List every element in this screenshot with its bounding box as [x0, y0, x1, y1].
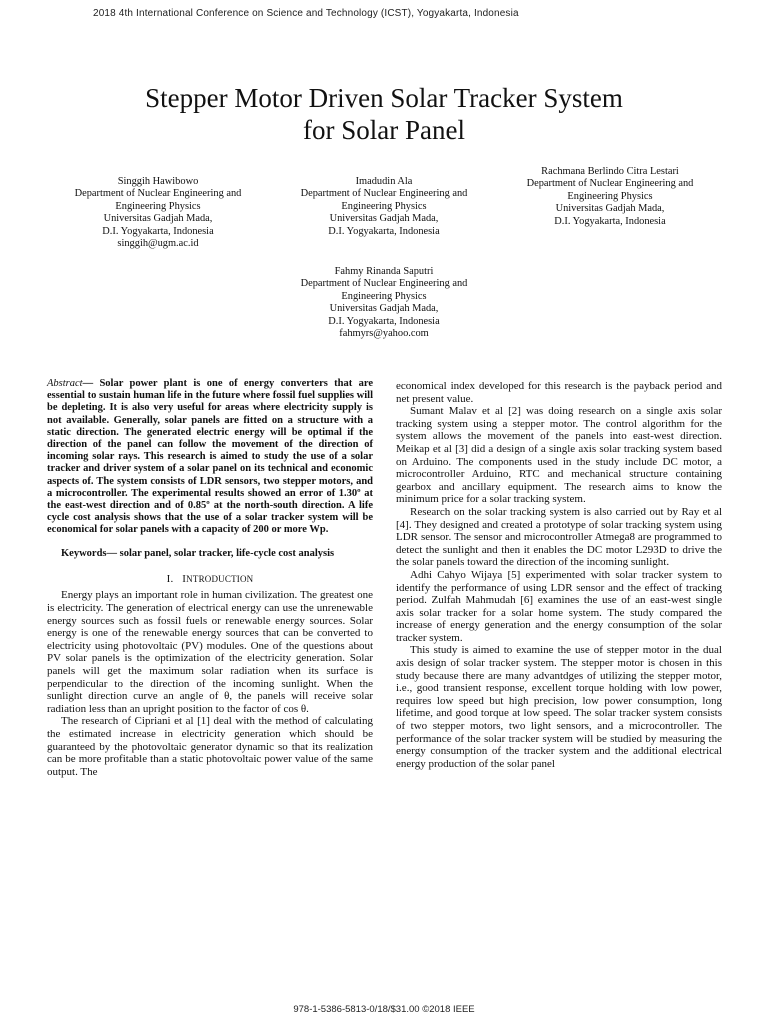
section-heading-introduction: [47, 573, 373, 586]
author-block-2: [284, 176, 484, 238]
body-paragraph: This study is aimed to examine the use of stepper motor in the dual axis design of solar tracker system. The stepper motor is chosen in this study because there are many advantdges of utilizing the stepper motor, i.e., good transient response, excellent torque holding with low power, requires low speed but high precision, low power consumption, long lifetime, and good torque at low speed. The solar tracker system consists of two stepper motors, two light sensors, and a microcontroller. The performance of the solar tracker system will be studied by measuring the energy consumption of the tracker system and the additional electrical energy production of the solar panel: [396, 644, 722, 770]
author-name: Fahmy Rinanda Saputri: [334, 266, 434, 277]
author-university: Universitas Gadjah Mada,: [103, 213, 213, 225]
author-block-3: [510, 166, 710, 228]
conference-header: 2018 4th International Conference on Science and Technology (ICST), Yogyakarta, Indonesia: [93, 8, 519, 19]
section-number: I.: [166, 572, 174, 585]
author-department-cont: Engineering Physics: [341, 200, 427, 212]
title-line-2: for Solar Panel: [303, 115, 465, 145]
author-department-cont: Engineering Physics: [341, 290, 427, 302]
keywords: [47, 548, 373, 560]
author-email[interactable]: fahmyrs@yahoo.com: [339, 328, 429, 340]
right-column: [396, 380, 722, 770]
keywords-dash: —: [106, 547, 117, 559]
author-department: Department of Nuclear Engineering and: [300, 278, 468, 290]
author-location: D.I. Yogyakarta, Indonesia: [328, 225, 440, 237]
section-title-initial: I: [182, 572, 187, 585]
author-department-cont: Engineering Physics: [567, 190, 653, 202]
body-paragraph: Research on the solar tracking system is also carried out by Ray et al [4]. They designed and created a prototype of solar tracking system using LDR sensor. The sensor and microcontroller Atmega8 are programmed to detect the sunlight and then it enables the DC motor L293D to drive the the solar panels toward the direction of the incoming sunlight.: [396, 505, 722, 569]
section-title-rest: NTRODUCTION: [186, 573, 254, 584]
author-name: Singgih Hawibowo: [117, 176, 199, 187]
author-name: Rachmana Berlindo Citra Lestari: [541, 166, 679, 177]
author-location: D.I. Yogyakarta, Indonesia: [554, 215, 666, 227]
author-block-1: [58, 176, 258, 250]
body-paragraph: Sumant Malav et al [2] was doing research on a single axis solar tracking system using a stepper motor. The control algorithm for the system allows the movement of the panels into east-west direction. Meikap et al [3] did a design of a single axis solar tracking system based on Arduino. The components used in the study include DC motor, a microcontroller Arduino, RTC and mechanical structure containing gearbox and ancillary equipment. The research aims to know the minimum price for a solar tracking system.: [396, 405, 722, 506]
abstract-dash: —: [82, 378, 94, 389]
copyright-footer: 978-1-5386-5813-0/18/$31.00 ©2018 IEEE: [293, 1004, 475, 1015]
author-department: Department of Nuclear Engineering and: [74, 188, 242, 200]
author-university: Universitas Gadjah Mada,: [329, 213, 439, 225]
keywords-label: Keywords: [61, 547, 107, 559]
author-university: Universitas Gadjah Mada,: [329, 303, 439, 315]
abstract-text: Solar power plant is one of energy converters that are essential to sustain human life in the future where fossil fuel supplies will be depleting. It is also very useful for areas where electricity supply is not available. Generally, solar panels are fitted on a structure with a static direction. The generated electric energy will be optimal if the direction of the panel can follow the movement of the direction of incoming solar rays. This research is aimed to study the use of a solar tracker and driver system of a solar panel on its technical and economic aspects of. The system consists of LDR sensors, two stepper motors, and a microcontroller. The experimental results showed an error of 1.30º at the east-west direction and of 0.85º at the north-south direction. A life cycle cost analysis shows that the use of a solar tracker system will be economical for solar panels with a capacity of 200 or more Wp.: [47, 378, 373, 536]
body-paragraph: Adhi Cahyo Wijaya [5] experimented with solar tracker system to identify the performance of using LDR sensor and the effect of tracking period. Zulfah Mahmudah [6] examines the use of an east-west single axis solar tracker for a solar home system. The study compared the increase of energy generation and the energy consumption of the solar tracker system.: [396, 568, 722, 644]
body-paragraph: economical index developed for this research is the payback period and net present value.: [396, 380, 722, 405]
author-location: D.I. Yogyakarta, Indonesia: [328, 315, 440, 327]
abstract-label: Abstract: [47, 378, 83, 389]
body-paragraph: The research of Cipriani et al [1] deal with the method of calculating the estimated increase in electricity generation which should be guaranteed by the photovoltaic generator dynamic so that its realization can be more profitable than a static photovoltaic power value of the same output. The: [47, 715, 373, 778]
author-location: D.I. Yogyakarta, Indonesia: [102, 225, 214, 237]
author-email[interactable]: singgih@ugm.ac.id: [117, 238, 199, 250]
author-department: Department of Nuclear Engineering and: [526, 178, 694, 190]
author-department: Department of Nuclear Engineering and: [300, 188, 468, 200]
title-line-1: Stepper Motor Driven Solar Tracker System: [145, 83, 623, 113]
author-name: Imadudin Ala: [355, 176, 413, 187]
keywords-text: solar panel, solar tracker, life-cycle cost analysis: [117, 547, 335, 559]
author-university: Universitas Gadjah Mada,: [555, 203, 665, 215]
paper-title: [0, 82, 768, 146]
left-column: [47, 378, 373, 778]
body-paragraph: Energy plays an important role in human civilization. The greatest one is electricity. The generation of electrical energy can use the unrenewable energy sources such as fossil fuels or renewable energy sources. Solar energy is one of the renewable energy sources that can be converted to electricity using photovoltaic (PV) modules. One of the questions about PV solar panels is the optimization of the electricity generation. Solar panels will get the maximum solar radiation when its surface is perpendicular to the direction of the incoming sunlight. When the sunlight direction curve an angle of θ, the panels will receive solar radiation less than an upright position to the factor of cos θ.: [47, 589, 373, 715]
author-block-4: [284, 266, 484, 340]
author-department-cont: Engineering Physics: [115, 200, 201, 212]
abstract: [47, 378, 373, 537]
